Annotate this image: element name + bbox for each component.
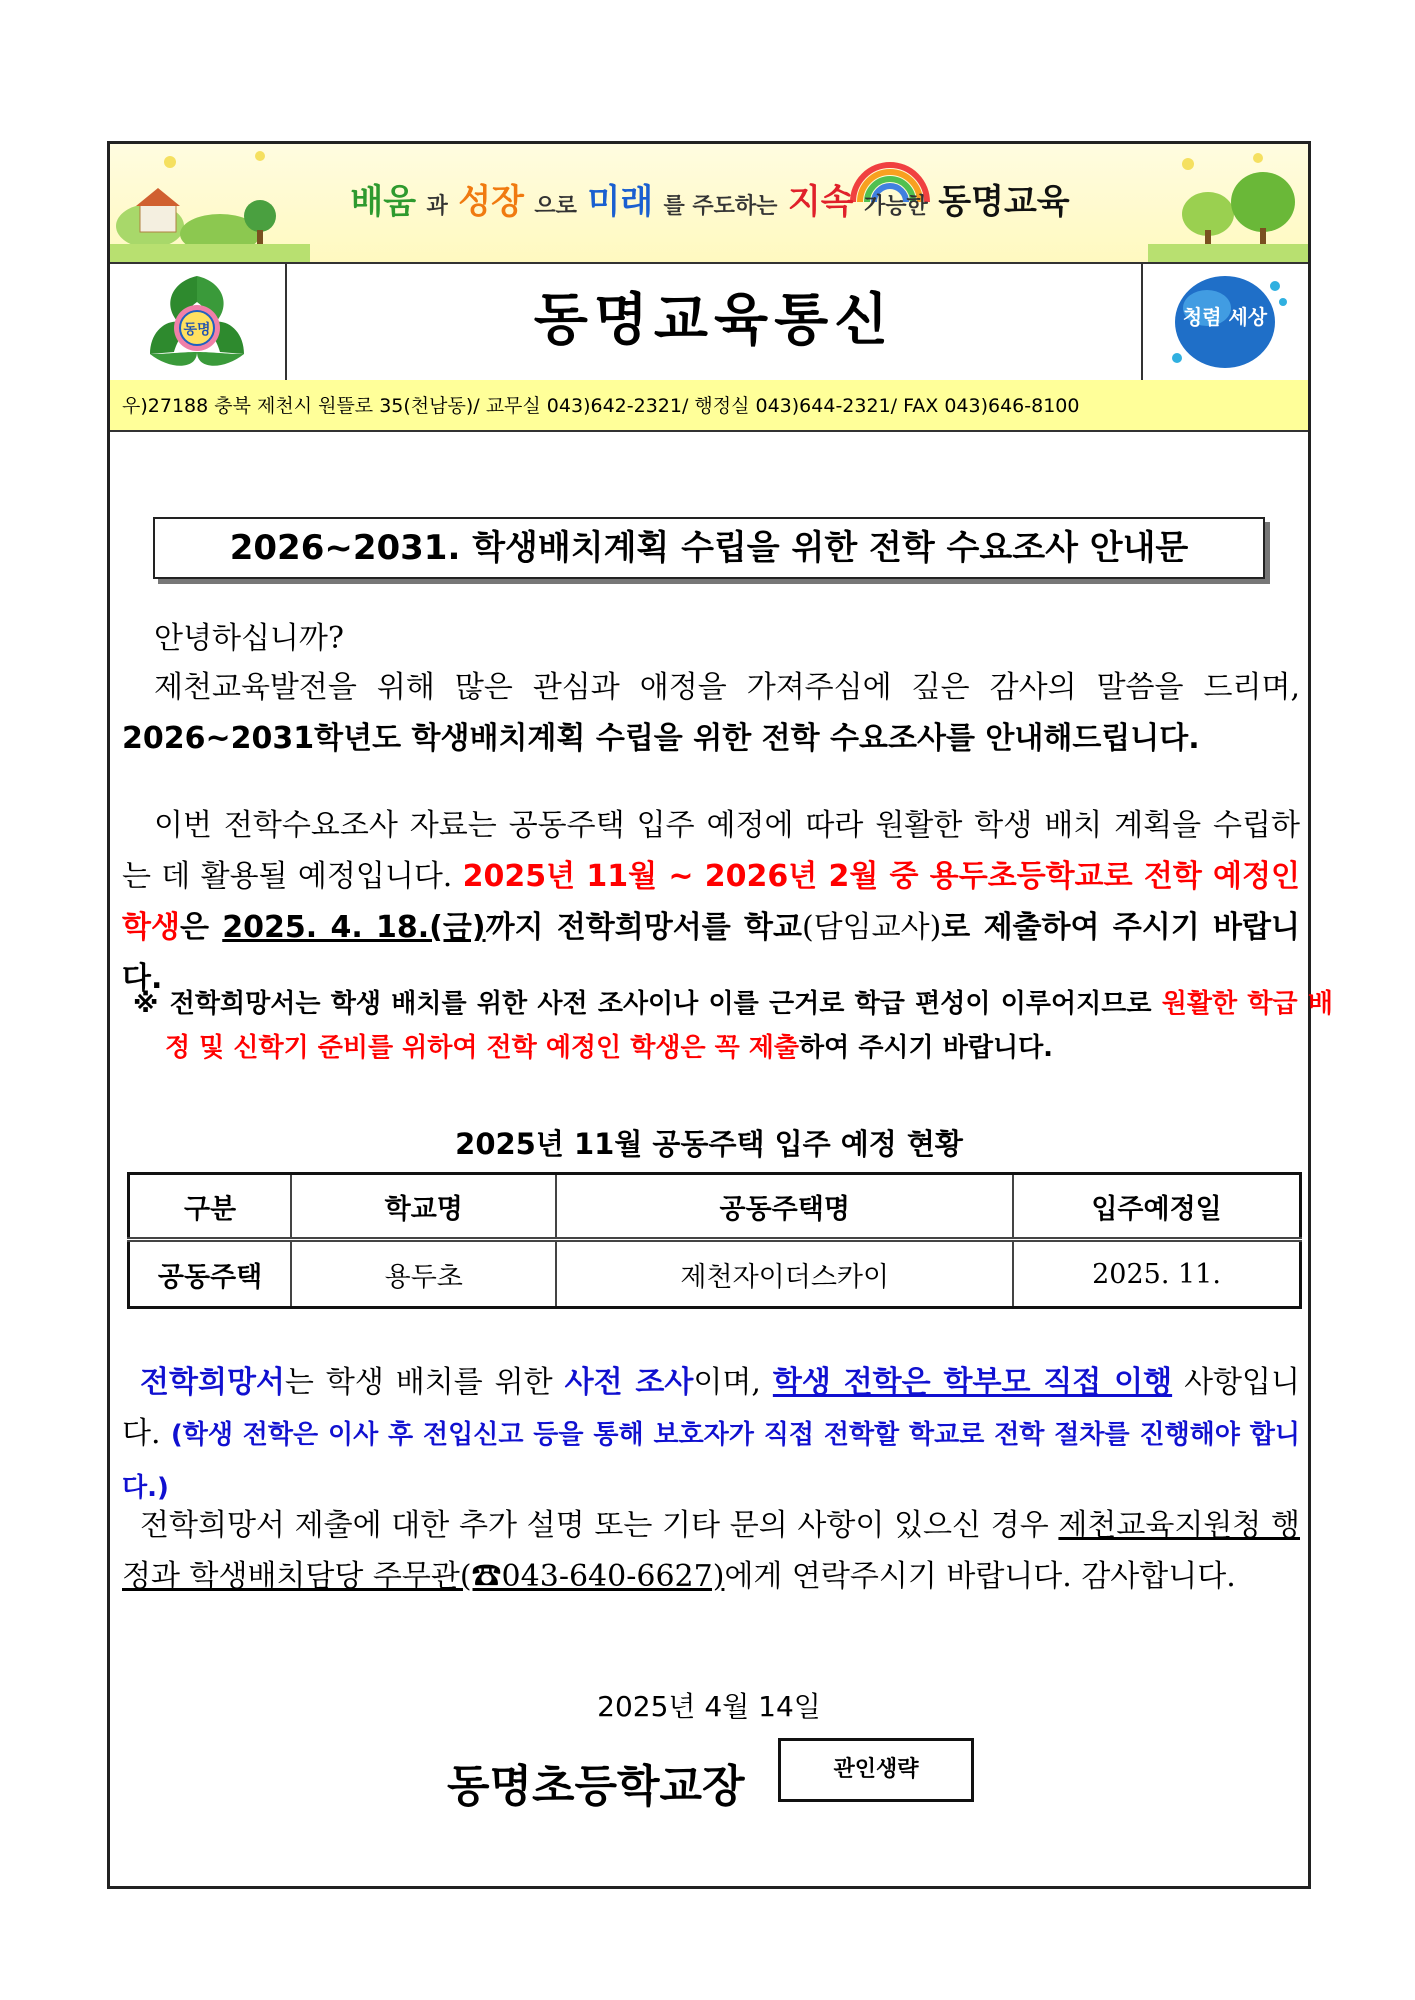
notice-heading: 2026~2031. 학생배치계획 수립을 위한 전학 수요조사 안내문	[153, 517, 1265, 579]
emblem-text: 동명	[183, 322, 211, 338]
table-cell: 용두초	[291, 1240, 556, 1308]
school-emblem	[110, 262, 287, 380]
column-header: 학교명	[291, 1174, 556, 1240]
integrity-logo-text: 청렴 세상	[1182, 305, 1268, 329]
survey-term: 전학희망서	[140, 1365, 285, 1400]
paragraph-procedure	[122, 1357, 1300, 1514]
column-header: 입주예정일	[1013, 1174, 1300, 1240]
slogan-part: 배움	[350, 182, 417, 222]
parent-duty: 학생 전학은 학부모 직접 이행	[772, 1365, 1173, 1400]
table-title: 2025년 11월 공동주택 입주 예정 현황	[455, 1127, 963, 1161]
homeroom-teacher: (담임교사)	[801, 910, 942, 945]
table-cell: 2025. 11.	[1013, 1240, 1300, 1308]
request-connector: 은	[179, 910, 223, 945]
procedure-detail: (학생 전학은 이사 후 전입신고 등을 통해 보호자가 직접 전학할 학교로 전학 절차를 진행해야 합니다.)	[122, 1420, 1300, 1503]
slogan-banner	[110, 144, 1308, 264]
slogan-part: 지속	[787, 182, 854, 222]
request-text: 이번 전학수요조사 자료는 공동주택 입주 예정에 따라 원활한 학생 배치 계획을 수립하는 데 활용될 예정입니다.	[122, 808, 1300, 894]
table-cell: 공동주택	[129, 1240, 292, 1308]
procedure-text: 이며,	[693, 1365, 773, 1400]
paragraph-request	[122, 800, 1300, 1004]
intro-bold: 2026~2031학년도 학생배치계획 수립을 위한 전학 수요조사를 안내해드립니다.	[122, 721, 1200, 756]
official-seal-omitted: 관인생략	[778, 1738, 974, 1802]
caution-note	[133, 982, 1333, 1070]
deadline-date: 2025. 4. 18.(금)	[222, 910, 486, 945]
greeting-text: 안녕하십니까?	[154, 621, 344, 656]
column-header: 공동주택명	[556, 1174, 1013, 1240]
slogan-part: 동명교육	[938, 182, 1070, 222]
request-tail: 까지 전학희망서를 학교	[485, 910, 802, 945]
slogan-part: 과	[426, 194, 448, 219]
table-header-row	[129, 1174, 1301, 1240]
principal-signature: 동명초등학교장	[447, 1761, 745, 1812]
paragraph-contact	[122, 1500, 1300, 1602]
paragraph-intro	[122, 662, 1300, 764]
column-header: 구분	[129, 1174, 292, 1240]
note-text: ※ 전학희망서는 학생 배치를 위한 사전 조사이나 이를 근거로 학급 편성이 이루어지므로	[133, 989, 1162, 1019]
slogan-part: 성장	[458, 182, 524, 222]
procedure-text: 는 학생 배치를 위한	[284, 1365, 565, 1400]
housing-schedule-table	[127, 1172, 1302, 1309]
pre-survey-term: 사전 조사	[564, 1365, 694, 1400]
note-highlight: 원활한 학급 배정 및 신학기 준비를 위하여 전학 예정인 학생은 꼭 제출	[165, 989, 1333, 1063]
notice-date: 2025년 4월 14일	[597, 1690, 821, 1723]
integrity-logo	[1141, 262, 1308, 380]
contact-person: 제천교육지원청 행정과 학생배치담당 주무관(☎043-640-6627)	[122, 1508, 1300, 1594]
table-cell: 제천자이더스카이	[556, 1240, 1013, 1308]
slogan-part: 가능한	[864, 194, 928, 219]
school-address: 우)27188 충북 제천시 원뜰로 35(천남동)/ 교무실 043)642-2321/ 행정실 043)644-2321/ FAX 043)646-8100	[110, 380, 1308, 432]
table-row	[129, 1240, 1301, 1308]
note-tail: 하여 주시기 바랍니다.	[799, 1033, 1054, 1063]
page-title: 동명교육통신	[533, 288, 895, 353]
slogan-text	[280, 174, 1140, 223]
greeting	[122, 613, 1300, 664]
masthead	[110, 262, 1308, 382]
emblem-icon	[110, 262, 285, 380]
integrity-logo-icon	[1143, 262, 1308, 380]
contact-text: 전학희망서 제출에 대한 추가 설명 또는 기타 문의 사항이 있으신 경우	[140, 1508, 1059, 1543]
procedure-text: 사항입니다.	[122, 1365, 1300, 1451]
target-students: 2025년 11월 ~ 2026년 2월 중 용두초등학교로 전학 예정인 학생	[122, 859, 1301, 945]
trees-illustration	[1148, 144, 1308, 262]
slogan-part: 를 주도하는	[663, 194, 778, 219]
slogan-part: 미래	[587, 182, 654, 222]
contact-tail: 에게 연락주시기 바랍니다. 감사합니다.	[724, 1559, 1236, 1594]
slogan-part: 으로	[534, 194, 577, 219]
request-end: 로 제출하여 주시기 바랍니다.	[122, 910, 1300, 996]
intro-text: 제천교육발전을 위해 많은 관심과 애정을 가져주심에 깊은 감사의 말씀을 드리며,	[154, 670, 1300, 705]
